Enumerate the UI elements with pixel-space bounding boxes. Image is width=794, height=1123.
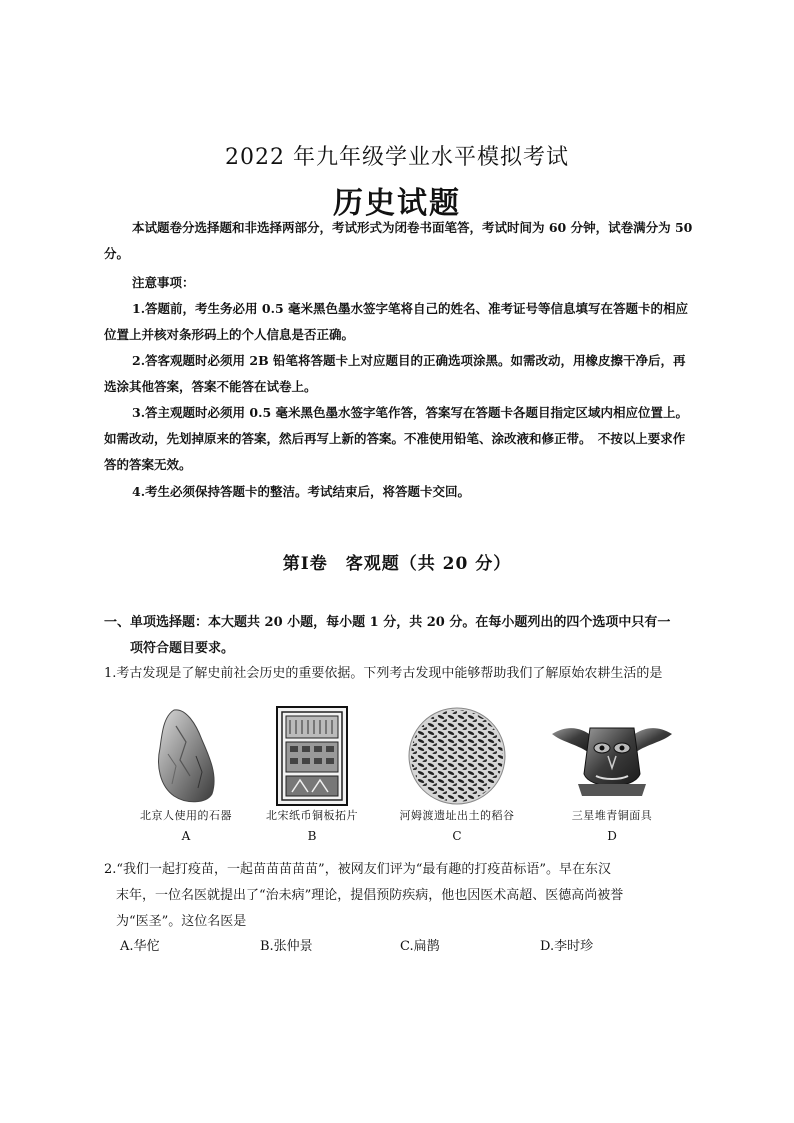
figure-a-letter: A [181, 829, 191, 843]
bronze-mask-icon [548, 714, 676, 798]
exam-subtitle: 历史试题 [333, 186, 461, 221]
figure-c-letter: C [452, 829, 462, 843]
part-heading [104, 610, 694, 662]
question-1-text: 1.考古发现是了解史前社会历史的重要依据。下列考古发现中能够帮助我们了解原始农耕生活的是 [104, 666, 663, 681]
option-c: C.扁鹊 [400, 939, 440, 954]
figure-c [387, 705, 527, 843]
figure-a [116, 705, 256, 843]
exam-title: 2022 年九年级学业水平模拟考试 [225, 145, 569, 170]
stone-tool-icon [146, 706, 226, 806]
option-b: B.张仲景 [260, 939, 313, 954]
figure-d-caption: 三星堆青铜面具 [571, 809, 653, 822]
notes-heading: 注意事项： [132, 275, 195, 290]
option-a: A.华佗 [120, 939, 160, 954]
figure-d-letter: D [607, 829, 617, 843]
question-2-line-3: 为“医圣”。这位名医是 [116, 914, 247, 929]
figure-b-letter: B [307, 829, 317, 843]
question-2-options [120, 935, 680, 954]
intro-paragraph: 本试题卷分选择题和非选择两部分，考试形式为闭卷书面笔答，考试时间为 60 分钟，试卷满分为 50 分。 [104, 220, 693, 261]
figure-b-caption: 北宋纸币铜板拓片 [266, 809, 358, 822]
figure-d [542, 705, 682, 843]
question-2-line-1: 2.“我们一起打疫苗，一起苗苗苗苗苗”，被网友们评为“最有趣的打疫苗标语”。早在东汉 [104, 862, 611, 877]
paper-money-rubbing-icon [276, 706, 348, 806]
note-item-1: 1.答题前，考生务必用 0.5 毫米黑色墨水签字笔将自己的姓名、准考证号等信息填写在答题卡的相应位置上并核对条形码上的个人信息是否正确。 [104, 301, 689, 342]
note-item-4: 4.考生必须保持答题卡的整洁。考试结束后，将答题卡交回。 [132, 484, 471, 499]
part-heading-line-2: 项符合题目要求。 [130, 641, 235, 656]
section-title: 第Ⅰ卷 客观题（共 20 分） [282, 554, 512, 574]
figure-a-caption: 北京人使用的石器 [140, 809, 232, 822]
part-heading-line-1: 一、单项选择题：本大题共 20 小题，每小题 1 分，共 20 分。在每小题列出的四个选项中只有一 [104, 615, 671, 630]
rice-grains-icon [407, 706, 507, 806]
note-item-2: 2.答客观题时必须用 2B 铅笔将答题卡上对应题目的正确选项涂黑。如需改动，用橡皮擦干净后，再选涂其他答案，答案不能答在试卷上。 [104, 353, 686, 394]
question-2-line-2: 末年，一位名医就提出了“治未病”理论，提倡预防疾病，他也因医术高超、医德高尚被誉 [116, 888, 624, 903]
option-d: D.李时珍 [540, 939, 594, 954]
figure-b [242, 705, 382, 843]
note-item-3: 3.答主观题时必须用 0.5 毫米黑色墨水签字笔作答，答案写在答题卡各题目指定区域内相应位置上。如需改动，先划掉原来的答案，然后再写上新的答案。不准使用铅笔、涂改液和修正带。 不按以上要求作答的答案无效。 [104, 405, 689, 472]
figure-c-caption: 河姆渡遗址出土的稻谷 [399, 809, 515, 822]
